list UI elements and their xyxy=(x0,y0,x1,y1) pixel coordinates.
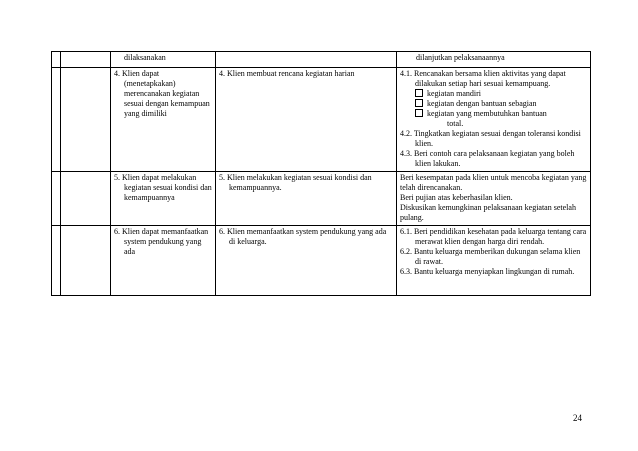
criteria-text: 4. Klien membuat rencana kegiatan harian xyxy=(219,69,355,78)
goal-text: 5. Klien dapat melakukan kegiatan sesuai kondisi dan kemampuannya xyxy=(114,173,212,202)
option-label: kegiatan mandiri xyxy=(427,89,481,98)
care-plan-table xyxy=(51,51,591,296)
goal-cell xyxy=(111,172,216,226)
criteria-cell xyxy=(216,52,397,68)
plan-item: Beri kesempatan pada klien untuk mencoba kegiatan yang telah direncanakan. xyxy=(400,173,587,192)
diagnosis-cell xyxy=(61,172,111,226)
option-item xyxy=(400,109,587,129)
option-label-cont: total. xyxy=(447,119,464,128)
criteria-cell xyxy=(216,172,397,226)
table-row xyxy=(52,52,591,68)
plan-cell xyxy=(397,68,591,172)
option-label: kegiatan yang membutuhkan bantuan xyxy=(427,109,547,118)
criteria-cell xyxy=(216,68,397,172)
table-row xyxy=(52,172,591,226)
goal-text: 6. Klien dapat memanfaatkan system pendukung yang ada xyxy=(114,227,209,256)
checkbox-icon xyxy=(415,89,423,97)
goal-text: 4. Klien dapat (menetapkakan) merencanakan kegiatan sesuai dengan kemampuan yang dimiliki xyxy=(114,69,210,118)
option-item xyxy=(400,89,587,99)
checkbox-icon xyxy=(415,109,423,117)
number-cell xyxy=(52,52,61,68)
plan-item: 6.2. Bantu keluarga memberikan dukungan selama klien di rawat. xyxy=(400,247,581,266)
plan-cell xyxy=(397,52,591,68)
diagnosis-cell xyxy=(61,52,111,68)
number-cell xyxy=(52,226,61,296)
option-item xyxy=(400,99,587,109)
criteria-text: 6. Klien memanfaatkan system pendukung yang ada di keluarga. xyxy=(219,227,387,246)
plan-item: 6.3. Bantu keluarga menyiapkan lingkungan di rumah. xyxy=(400,267,575,276)
diagnosis-cell xyxy=(61,68,111,172)
criteria-text: 5. Klien melakukan kegiatan sesuai kondisi dan kemampuannya. xyxy=(219,173,372,192)
goal-text: dilaksanakan xyxy=(124,53,166,62)
goal-cell xyxy=(111,52,216,68)
option-label: kegiatan dengan bantuan sebagian xyxy=(427,99,537,108)
number-cell xyxy=(52,68,61,172)
number-cell xyxy=(52,172,61,226)
diagnosis-cell xyxy=(61,226,111,296)
plan-item: 4.3. Beri contoh cara pelaksanaan kegiatan yang boleh klien lakukan. xyxy=(400,149,575,168)
plan-item: 6.1. Beri pendidikan kesehatan pada keluarga tentang cara merawat klien dengan harga diri rendah. xyxy=(400,227,587,246)
plan-cell xyxy=(397,226,591,296)
checkbox-icon xyxy=(415,99,423,107)
plan-item: Beri pujian atas keberhasilan klien. xyxy=(400,193,513,202)
goal-cell xyxy=(111,226,216,296)
table-row xyxy=(52,68,591,172)
plan-item: Diskusikan kemungkinan pelaksanaan kegiatan setelah pulang. xyxy=(400,203,576,222)
goal-cell xyxy=(111,68,216,172)
plan-text: dilanjutkan pelaksanaannya xyxy=(416,53,505,62)
plan-cell xyxy=(397,172,591,226)
table-row xyxy=(52,226,591,296)
plan-item: 4.2. Tingkatkan kegiatan sesuai dengan toleransi kondisi klien. xyxy=(400,129,581,148)
plan-item: 4.1. Rencanakan bersama klien aktivitas yang dapat dilakukan setiap hari sesuai kemampuang. xyxy=(400,69,566,88)
criteria-cell xyxy=(216,226,397,296)
page-number: 24 xyxy=(573,413,582,423)
